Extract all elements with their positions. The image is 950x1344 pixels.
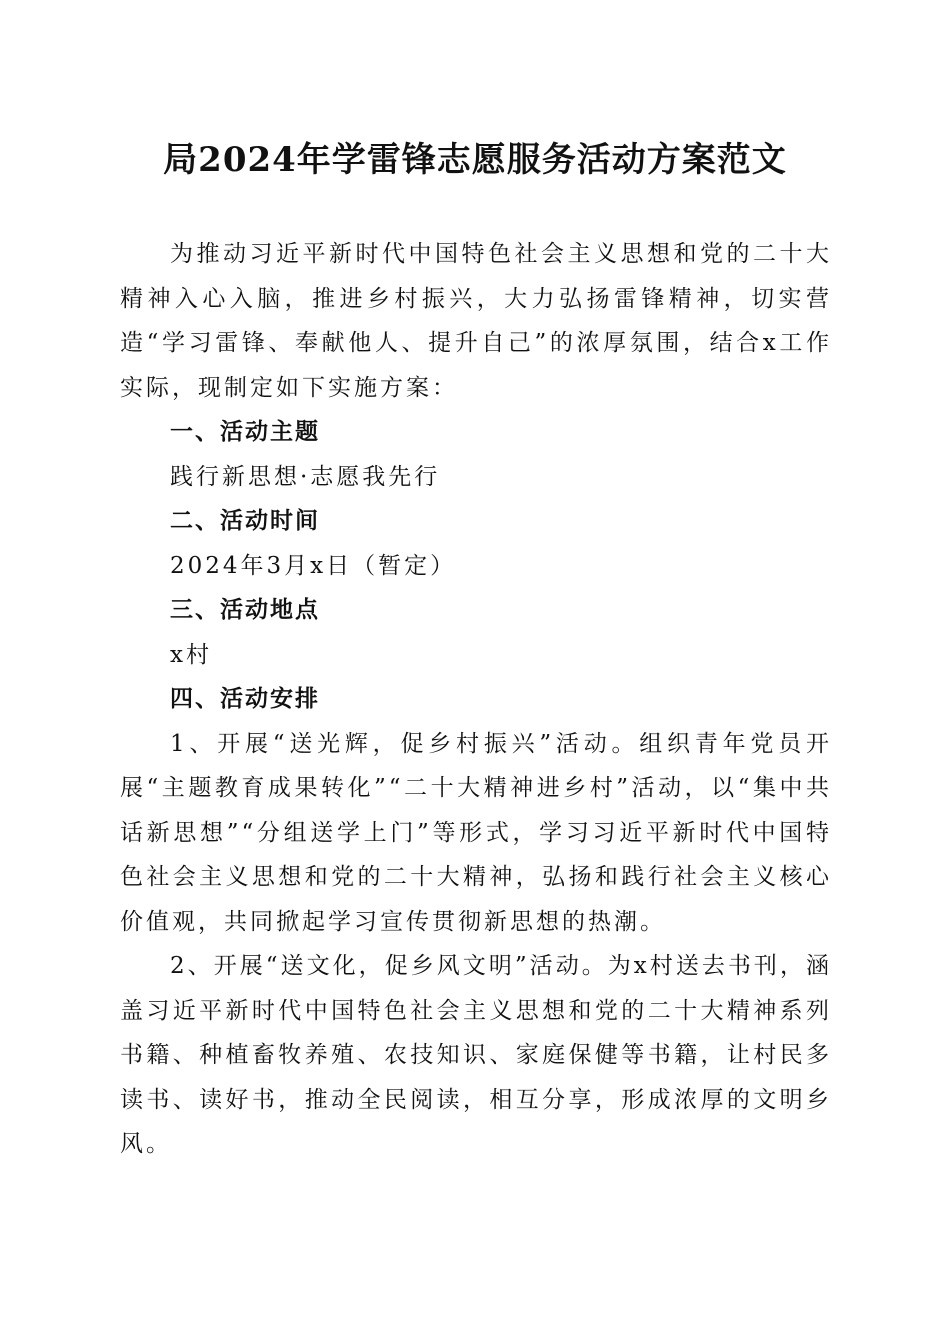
section-heading-time: 二、活动时间: [170, 508, 320, 534]
section-heading-arrangement: 四、活动安排: [170, 686, 320, 712]
document-body: [120, 232, 832, 1167]
section-content-time: 2024年3月x日（暂定）: [170, 552, 457, 579]
arrangement-item-2: 2、开展“送文化，促乡风文明”活动。为x村送去书刊，涵盖习近平新时代中国特色社会主义思想和党的二十大精神系列书籍、种植畜牧养殖、农技知识、家庭保健等书籍，让村民多读书、读好书，推动全民阅读，相互分享，形成浓厚的文明乡风。: [120, 953, 832, 1157]
document-title: 局2024年学雷锋志愿服务活动方案范文: [163, 140, 787, 180]
section-heading-theme: 一、活动主题: [170, 419, 320, 445]
section-heading-location: 三、活动地点: [170, 597, 320, 623]
arrangement-item-1: 1、开展“送光辉，促乡村振兴”活动。组织青年党员开展“主题教育成果转化”“二十大精神进乡村”活动，以“集中共话新思想”“分组送学上门”等形式，学习习近平新时代中国特色社会主义思想和党的二十大精神，弘扬和践行社会主义核心价值观，共同掀起学习宣传贯彻新思想的热潮。: [120, 730, 832, 935]
section-content-theme: 践行新思想·志愿我先行: [170, 463, 441, 490]
section-content-location: x村: [170, 641, 212, 668]
intro-paragraph: 为推动习近平新时代中国特色社会主义思想和党的二十大精神入心入脑，推进乡村振兴，大力弘扬雷锋精神，切实营造“学习雷锋、奉献他人、提升自己”的浓厚氛围，结合x工作实际，现制定如下实施方案：: [120, 241, 832, 401]
